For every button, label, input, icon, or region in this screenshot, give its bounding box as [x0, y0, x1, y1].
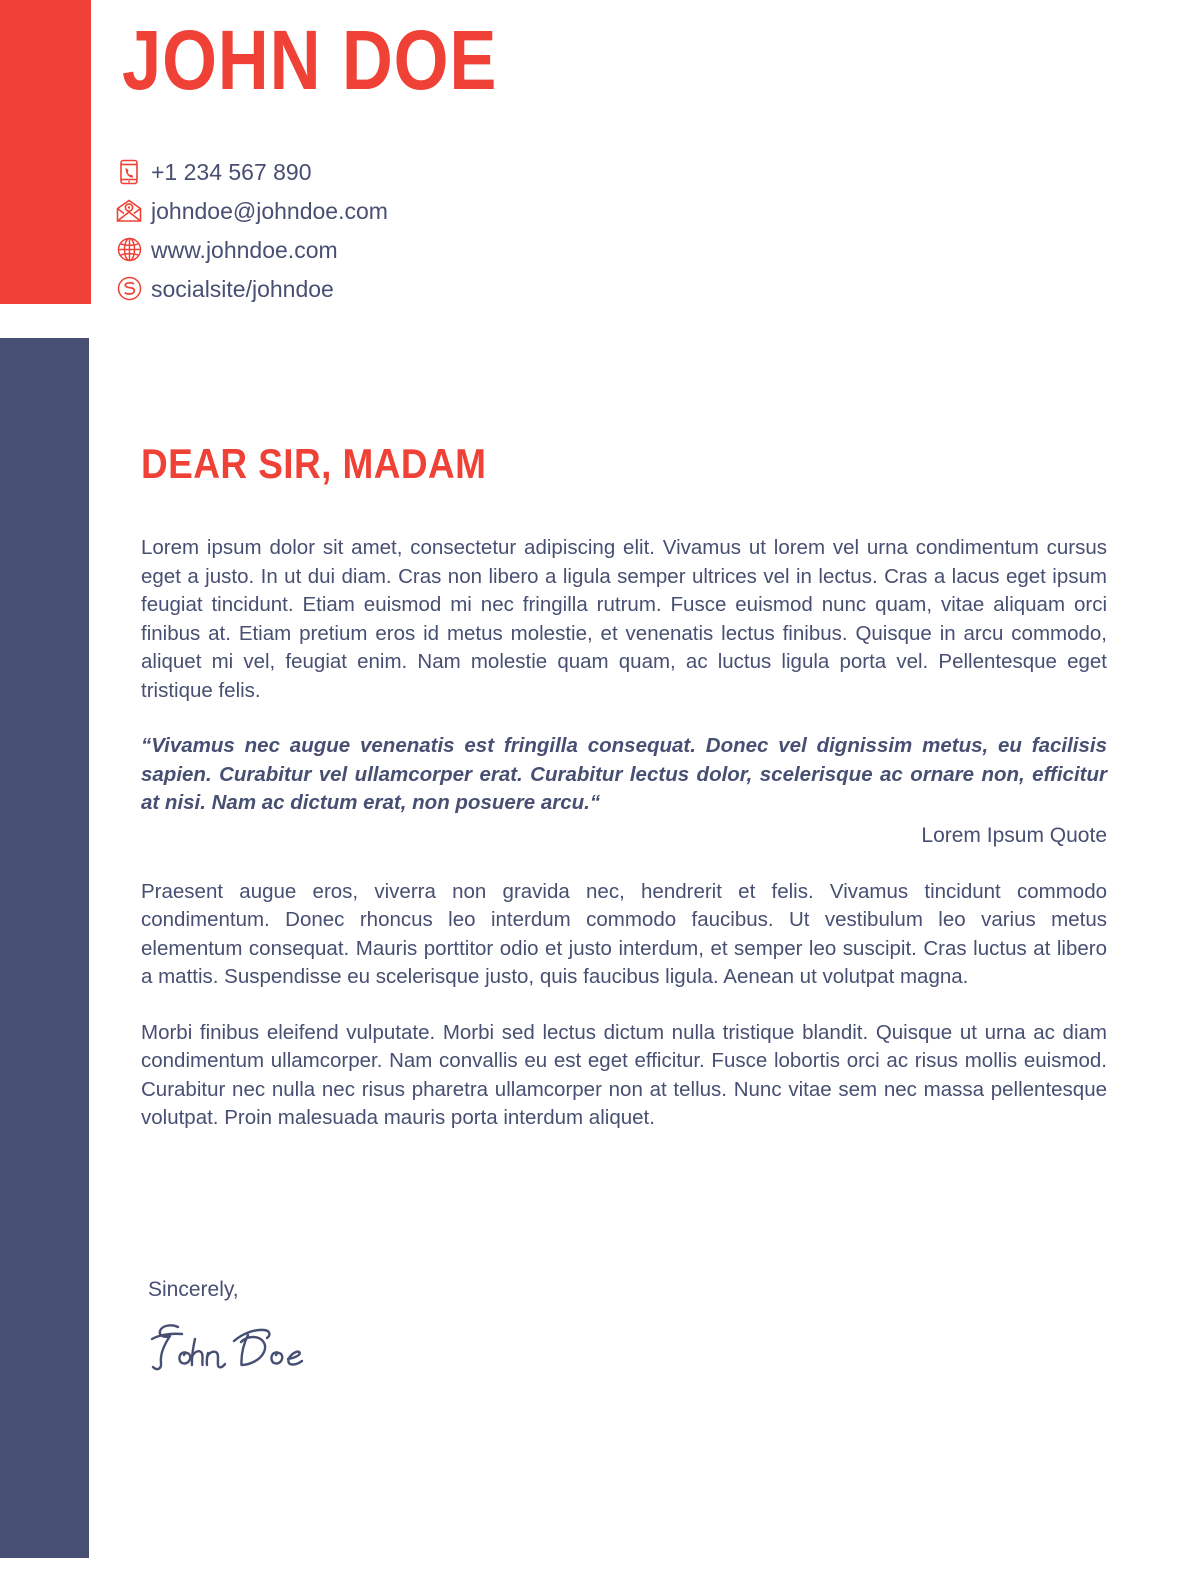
letter-paragraph-1: Lorem ipsum dolor sit amet, consectetur adipiscing elit. Vivamus ut lorem vel urna condimentum cursus eget a justo. In ut dui diam. Cras non libero a ligula semper ultrices vel in lectus. Cras a lacus eget ipsum feugiat tincidunt. Etiam euismod mi nec fringilla rutrum. Fusce euismod nunc quam, vitae aliquam orci finibus at. Etiam pretium eros id metus molestie, et venenatis lectus finibus. Quisque in arcu commodo, aliquet mi vel, feugiat enim. Nam molestie quam quam, ac luctus ligula porta vel. Pellentesque eget tristique felis. — [141, 536, 1107, 702]
signature — [148, 1321, 338, 1379]
contact-email-value: johndoe@johndoe.com — [151, 197, 388, 224]
contact-item-phone[interactable] — [116, 152, 716, 191]
blue-accent-bar — [0, 338, 89, 1558]
globe-icon — [116, 237, 142, 263]
contact-item-email[interactable] — [116, 191, 716, 230]
letter-paragraph-3: Morbi finibus eleifend vulputate. Morbi sed lectus dictum nulla tristique blandit. Quisque ut urna ac diam condimentum ullamcorper. Nam convallis eu est eget efficitur. Fusce lobortis orci ac risus mollis euismod. Curabitur nec nulla nec risus pharetra ullamcorper non at tellus. Nunc vitae sem nec massa pellentesque volutpat. Proin malesuada mauris porta interdum aliquet. — [141, 1020, 1107, 1129]
letter-pull-quote: “Vivamus nec augue venenatis est fringilla consequat. Donec vel dignissim metus, eu facilisis sapien. Curabitur vel ullamcorper erat. Curabitur lectus dolor, scelerisque ac ornare non, efficitur at nisi. Nam ac dictum erat, non posuere arcu.“ — [141, 734, 1107, 814]
letter-body — [141, 440, 1107, 1133]
page-title: JOHN DOE — [122, 13, 498, 107]
red-accent-bar — [0, 0, 91, 304]
letter-salutation: DEAR SIR, MADAM — [141, 440, 487, 487]
contact-social-value: socialsite/johndoe — [151, 275, 334, 302]
envelope-icon — [116, 198, 142, 224]
contact-item-social[interactable] — [116, 269, 716, 308]
social-circle-s-icon — [116, 276, 142, 302]
letter-signoff — [148, 1277, 648, 1379]
letter-header — [122, 14, 1122, 106]
contact-phone-value: +1 234 567 890 — [151, 158, 312, 185]
letter-quote-attribution: Lorem Ipsum Quote — [921, 823, 1107, 847]
contact-website-value: www.johndoe.com — [151, 236, 338, 263]
contact-list — [116, 152, 716, 308]
contact-item-website[interactable] — [116, 230, 716, 269]
closing-text: Sincerely, — [148, 1278, 239, 1301]
mobile-phone-icon — [116, 159, 142, 185]
letter-paragraph-2: Praesent augue eros, viverra non gravida nec, hendrerit et felis. Vivamus tincidunt commodo condimentum. Donec rhoncus leo interdum commodo faucibus. Ut vestibulum leo varius metus elementum consequat. Mauris porttitor odio et justo interdum, et semper leo suscipit. Cras luctus at libero a mattis. Suspendisse eu scelerisque justo, quis faucibus ligula. Aenean ut volutpat magna. — [141, 879, 1107, 988]
